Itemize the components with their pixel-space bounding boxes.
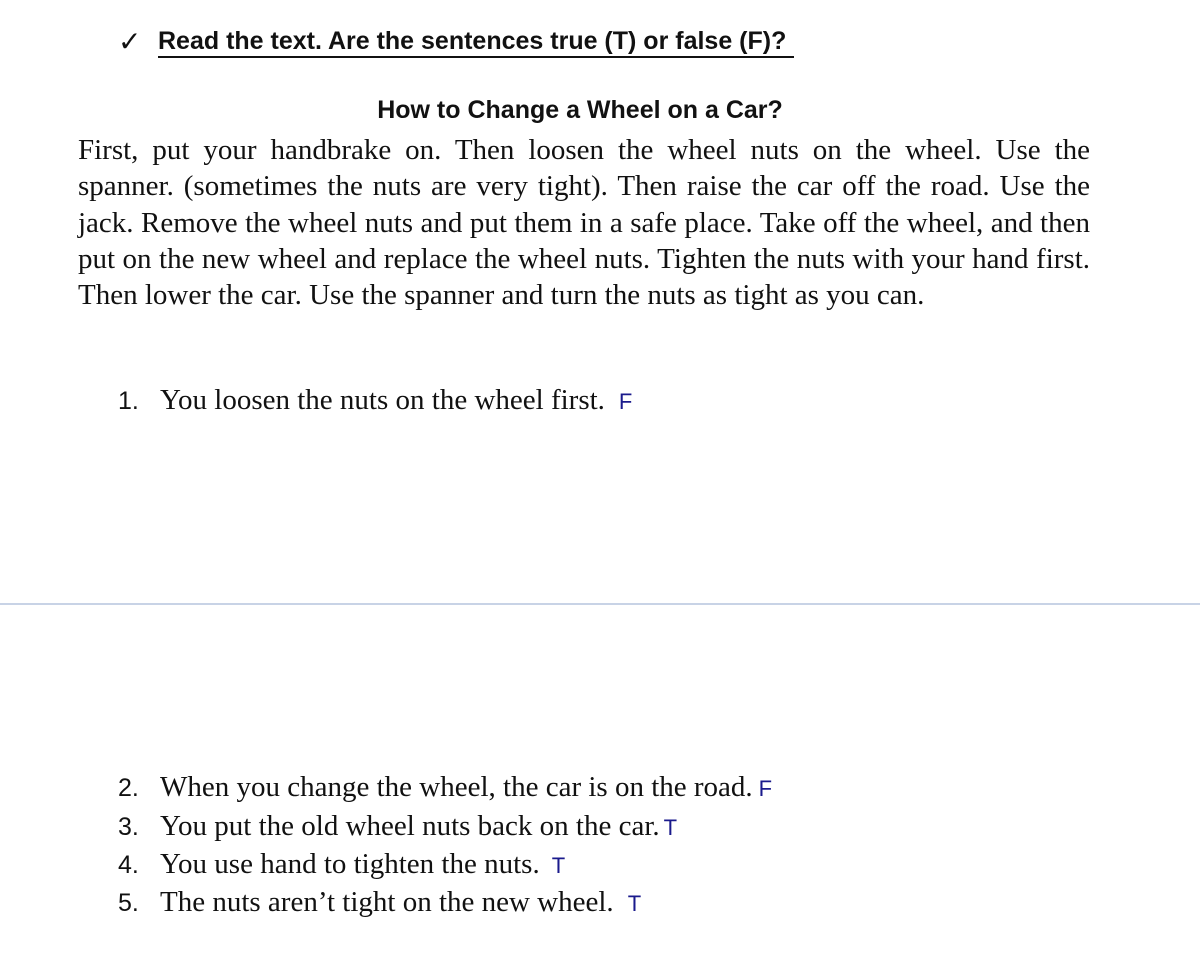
instruction-heading [118, 24, 794, 60]
question-text: The nuts aren’t tight on the new wheel. [160, 886, 614, 918]
question-answer: T [663, 815, 678, 840]
check-icon: ✓ [118, 26, 142, 57]
question-number: 3. [118, 813, 139, 841]
question-number: 2. [118, 774, 139, 802]
question-item-1 [118, 384, 632, 417]
question-item-3 [118, 810, 677, 843]
question-number: 5. [118, 889, 139, 917]
question-number: 1. [118, 387, 139, 415]
passage-body: First, put your handbrake on. Then loosen the wheel nuts on the wheel. Use the spanner. (sometimes the nuts are very tight). Then raise the car off the road. Use the jack. Remove the wheel nuts and put them in a safe place. Take off the wheel, and then put on the new wheel and replace the wheel nuts. Tighten the nuts with your hand first. Then lower the car. Use the spanner and turn the nuts as tight as you can. [78, 134, 1090, 312]
question-number: 4. [118, 851, 139, 879]
question-text: You put the old wheel nuts back on the car. [160, 810, 660, 842]
question-answer: T [551, 853, 566, 878]
question-item-4 [118, 848, 565, 881]
question-text: You use hand to tighten the nuts. [160, 848, 540, 880]
question-text: You loosen the nuts on the wheel first. [160, 384, 605, 416]
question-item-5 [118, 886, 641, 919]
question-answer: T [627, 891, 642, 916]
question-answer: F [618, 389, 633, 414]
page-divider [0, 603, 1200, 605]
instruction-text: Read the text. Are the sentences true (T) or false (F)? [158, 26, 794, 58]
question-item-2 [118, 771, 772, 804]
question-answer: F [758, 776, 773, 801]
passage-title: How to Change a Wheel on a Car? [377, 96, 783, 124]
question-text: When you change the wheel, the car is on the road. [160, 771, 753, 803]
